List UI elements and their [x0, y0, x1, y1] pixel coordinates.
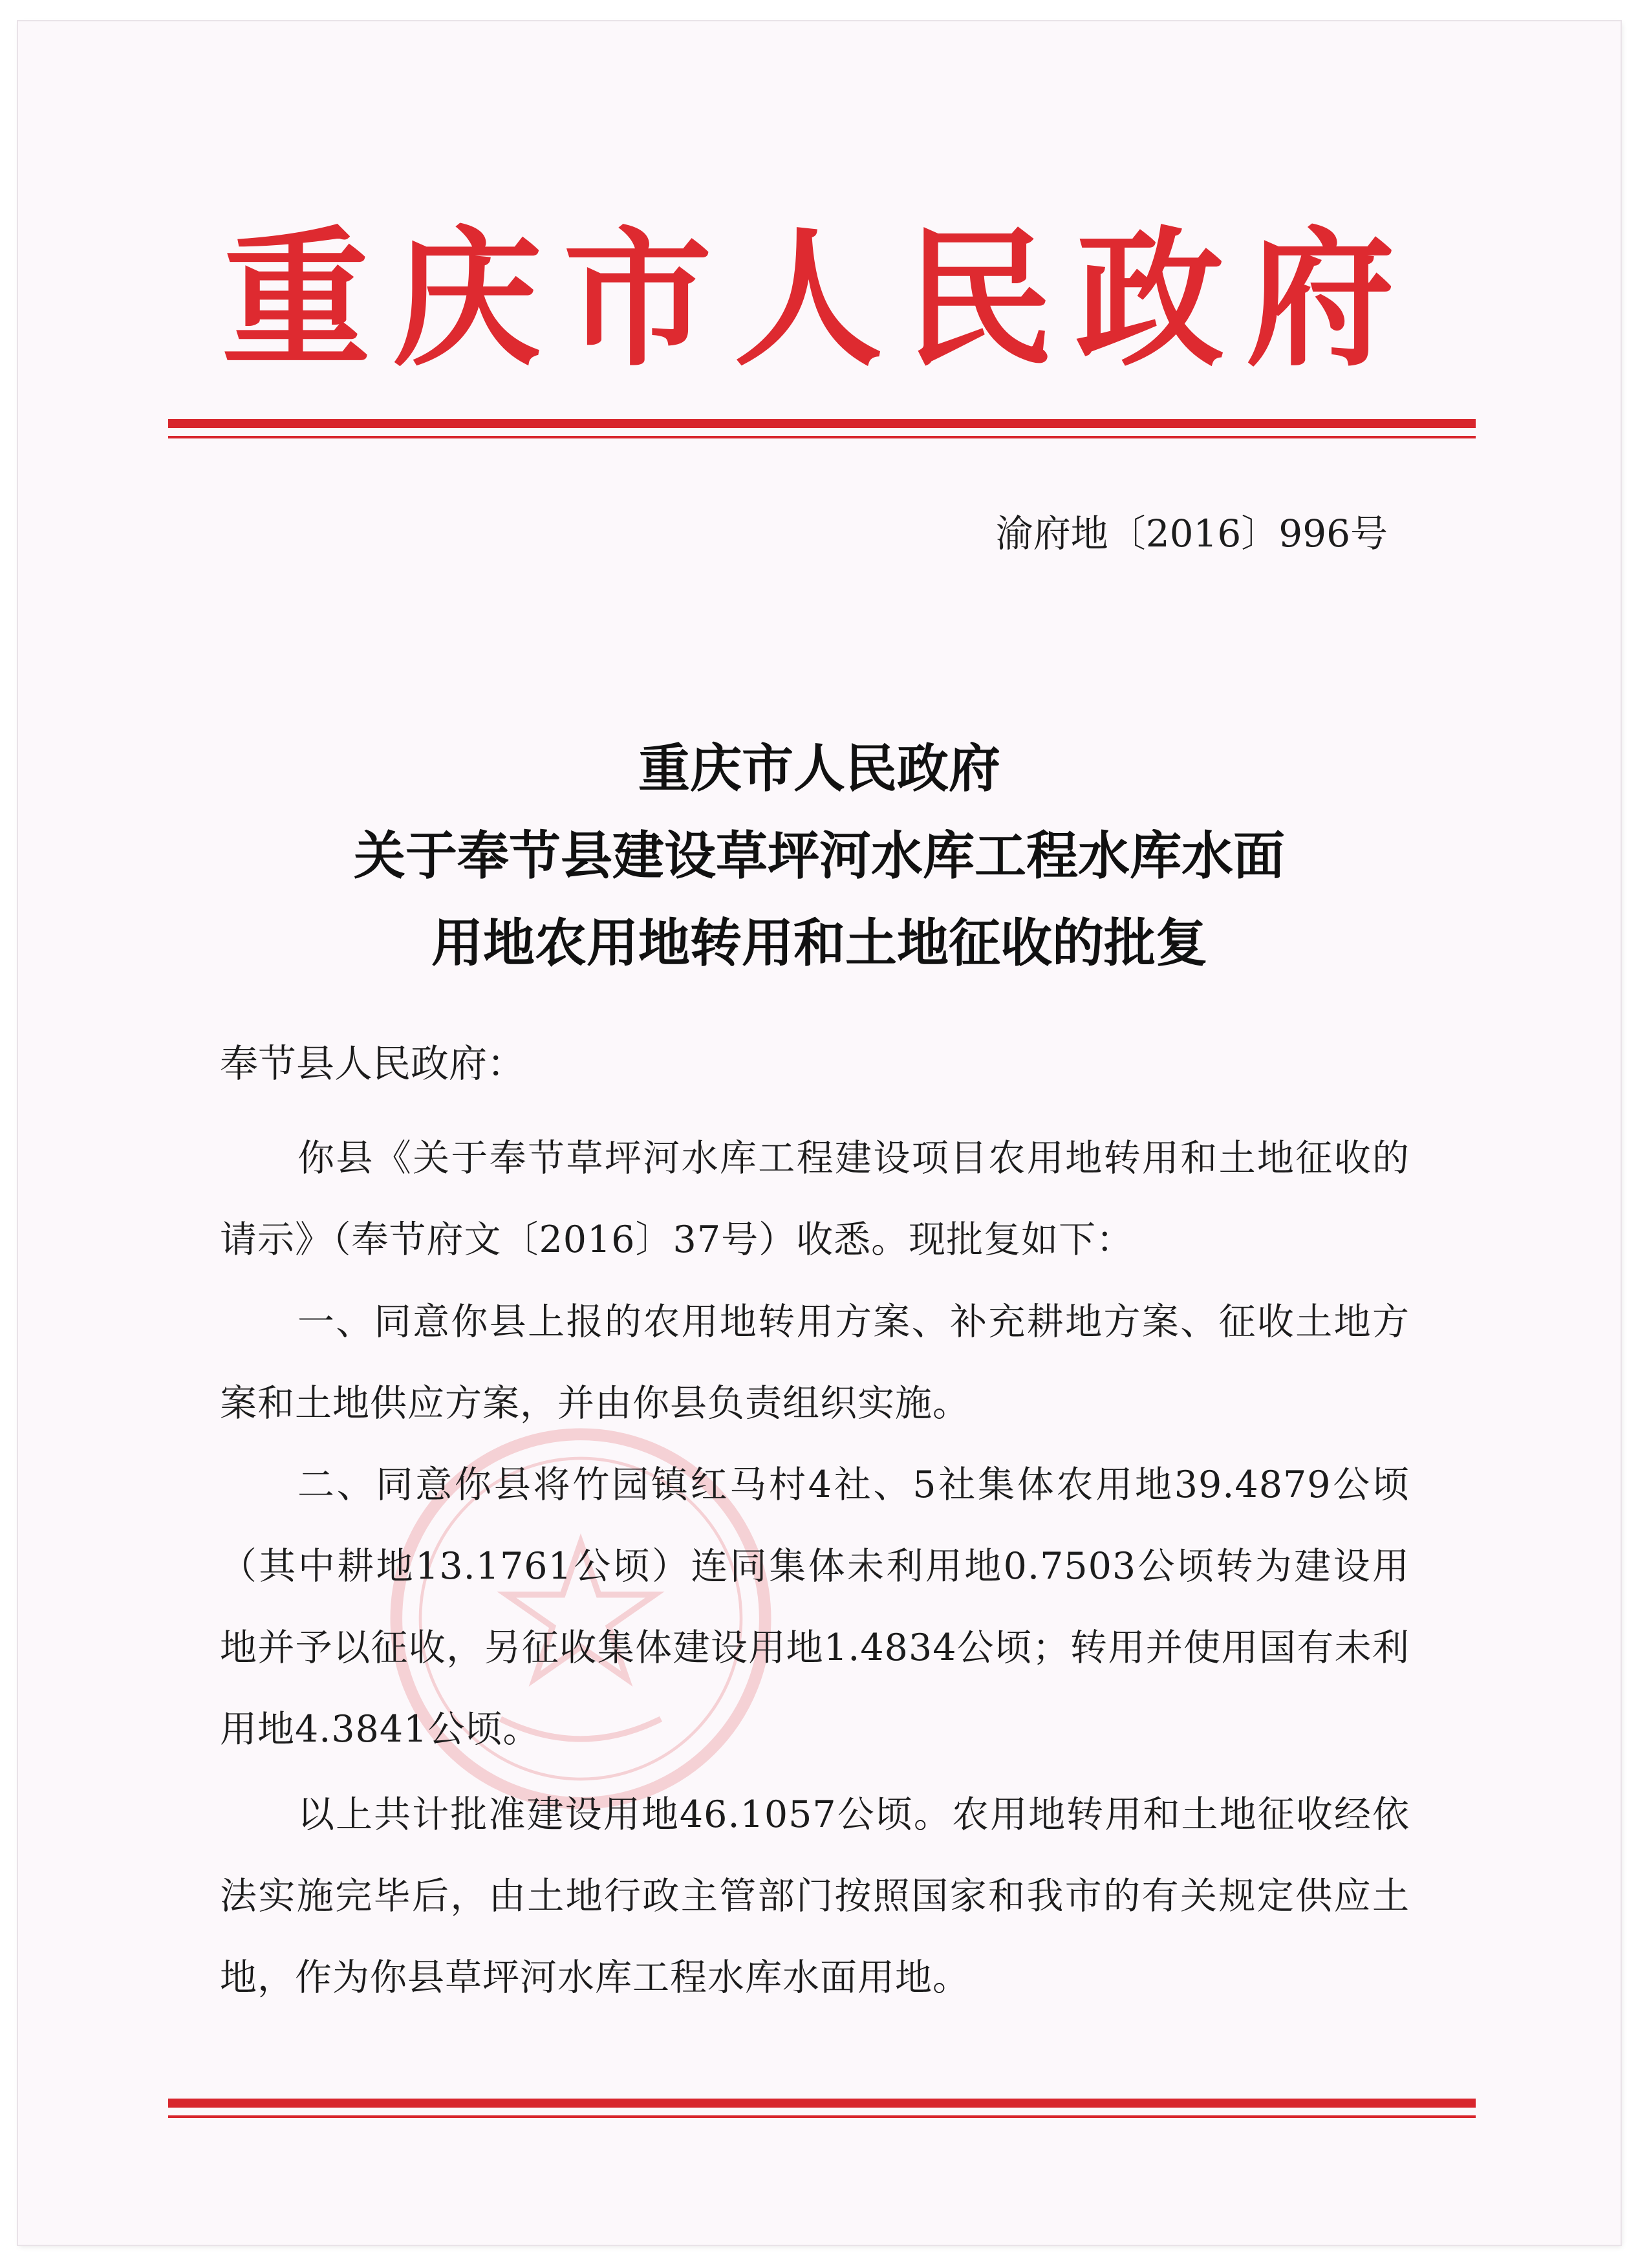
footer-rule-thick [168, 2099, 1476, 2108]
letterhead-rule-thin [168, 436, 1476, 438]
letterhead-title: 重庆市人民政府 [221, 212, 1417, 387]
letterhead-rule-thick [168, 419, 1476, 428]
body-paragraph-4: 以上共计批准建设用地46.1057公顷。农用地转用和土地征收经依法实施完毕后，由土地行政主管部门按照国家和我市的有关规定供应土地，作为你县草坪河水库工程水库水面用地。 [220, 1793, 1410, 1999]
body-paragraph-1: 你县《关于奉节草坪河水库工程建设项目农用地转用和土地征收的请示》（奉节府文〔2016〕37号）收悉。现批复如下： [220, 1137, 1410, 1261]
title-line-2: 关于奉节县建设草坪河水库工程水库水面 [354, 825, 1285, 886]
body-paragraph-2: 一、同意你县上报的农用地转用方案、补充耕地方案、征收土地方案和土地供应方案，并由你县负责组织实施。 [220, 1301, 1410, 1425]
body-paragraph-3: 二、同意你县将竹园镇红马村4社、5社集体农用地39.4879公顷（其中耕地13.1761公顷）连同集体未利用地0.7503公顷转为建设用地并予以征收，另征收集体建设用地1.4834公顷；转用并使用国有未利用地4.3841公顷。 [220, 1463, 1410, 1751]
paper-sheet [18, 21, 1621, 2245]
title-line-1: 重庆市人民政府 [638, 738, 1000, 799]
document-number: 渝府地〔2016〕996号 [995, 512, 1388, 556]
salutation: 奉节县人民政府： [220, 1041, 526, 1086]
footer-rule-thin [168, 2115, 1476, 2118]
title-line-3: 用地农用地转用和土地征收的批复 [431, 913, 1207, 973]
